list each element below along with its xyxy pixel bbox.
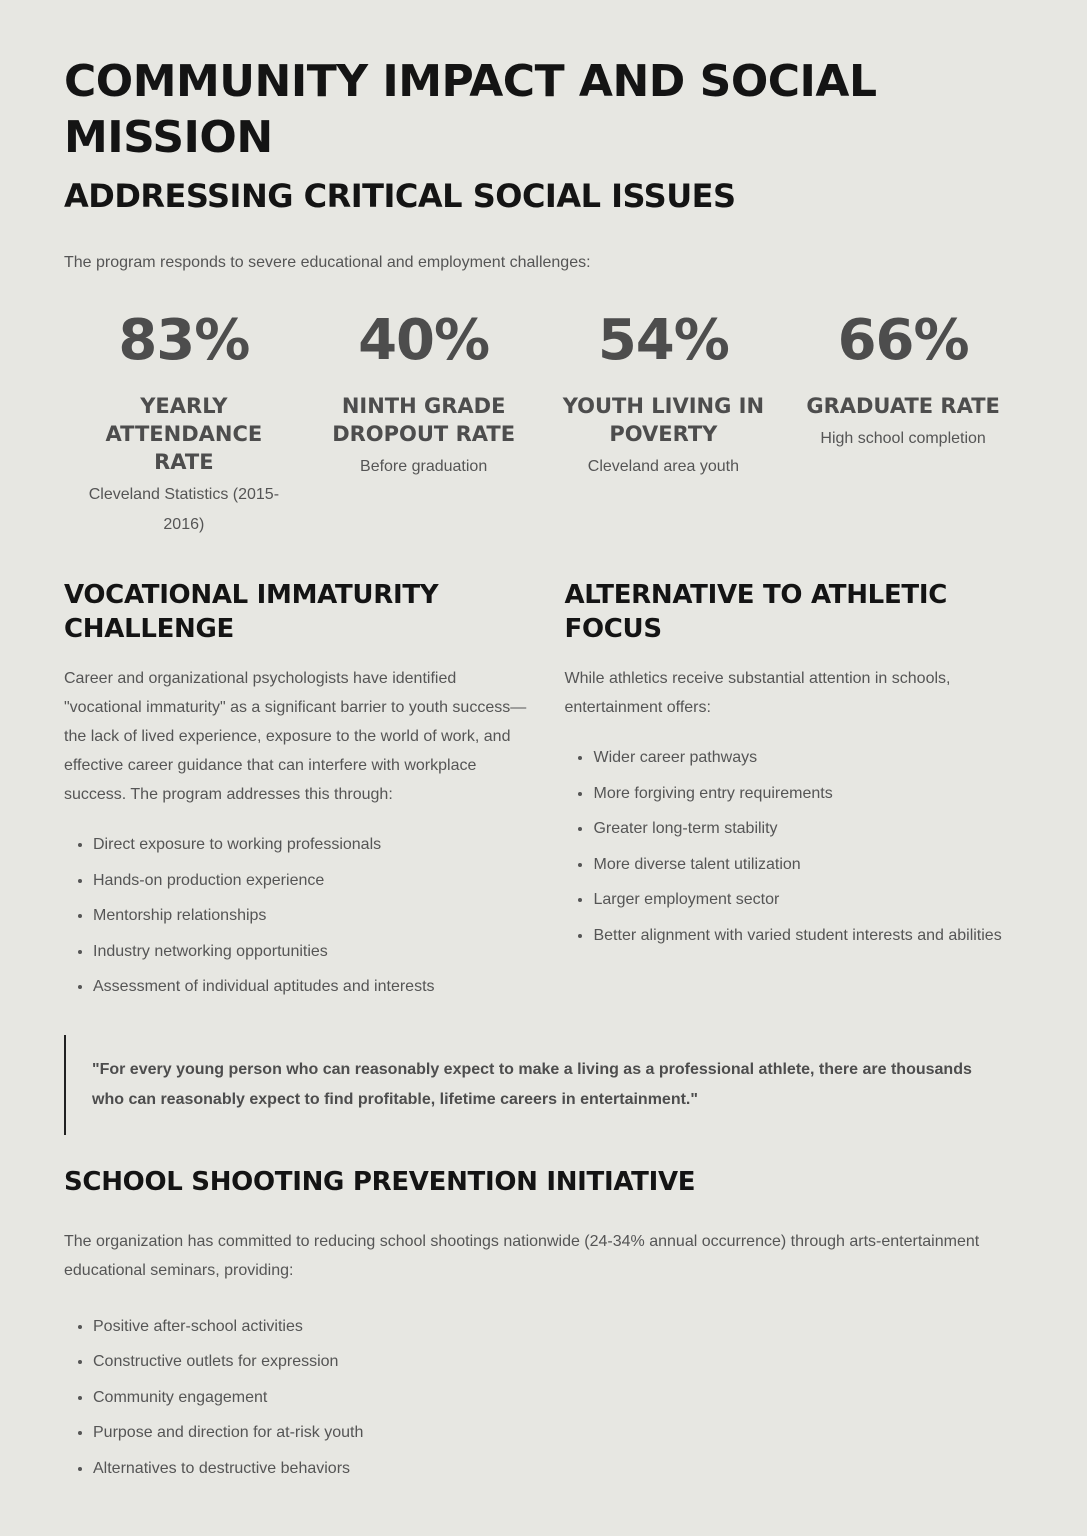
list-item: • More diverse talent utilization xyxy=(593,847,1023,883)
shooting-list xyxy=(64,1309,1023,1487)
list-item: • Industry networking opportunities xyxy=(93,934,532,970)
list-item: • Purpose and direction for at-risk youth xyxy=(93,1415,1023,1451)
list-item: • Larger employment sector xyxy=(593,882,1023,918)
vocational-list xyxy=(64,827,532,1005)
list-item: • Mentorship relationships xyxy=(93,898,532,934)
stat-label: NINTH GRADE DROPOUT RATE xyxy=(332,394,516,446)
stat-note: Cleveland Statistics (2015-2016) xyxy=(88,486,280,533)
list-item: • Better alignment with varied student interests and abilities xyxy=(593,918,1023,954)
list-item: • Greater long-term stability xyxy=(593,811,1023,847)
stat-note: Before graduation xyxy=(360,458,488,475)
stat-value: 83% xyxy=(118,308,250,373)
stat-label: GRADUATE RATE xyxy=(806,394,1000,418)
intro-text: The program responds to severe educational and employment challenges: xyxy=(64,254,591,271)
list-item: • Alternatives to destructive behaviors xyxy=(93,1451,1023,1487)
list-item: • Assessment of individual aptitudes and interests xyxy=(93,969,532,1005)
athletic-list xyxy=(564,740,1023,953)
stat-poverty xyxy=(544,306,784,540)
stat-dropout xyxy=(304,306,544,540)
list-item: • Hands-on production experience xyxy=(93,863,532,899)
stats-row xyxy=(64,306,1023,540)
stat-note: Cleveland area youth xyxy=(587,458,739,475)
list-item: • Direct exposure to working professionals xyxy=(93,827,532,863)
stat-graduate xyxy=(783,306,1023,540)
list-item: • Wider career pathways xyxy=(593,740,1023,776)
list-item: • More forgiving entry requirements xyxy=(593,776,1023,812)
stat-value: 40% xyxy=(358,308,490,373)
athletic-section xyxy=(564,578,1023,1005)
shooting-section xyxy=(64,1165,1023,1487)
pull-quote: "For every young person who can reasonably expect to make a living as a professional athlete, there are thousands who can reasonably expect to find profitable, lifetime careers in entertainment." xyxy=(64,1035,1023,1135)
stat-note: High school completion xyxy=(820,430,986,447)
vocational-section xyxy=(64,578,532,1005)
stat-value: 54% xyxy=(597,308,729,373)
athletic-heading: ALTERNATIVE TO ATHLETIC FOCUS xyxy=(564,580,948,644)
shooting-heading: SCHOOL SHOOTING PREVENTION INITIATIVE xyxy=(64,1166,696,1197)
page-subtitle: ADDRESSING CRITICAL SOCIAL ISSUES xyxy=(64,177,736,215)
two-column-section xyxy=(64,578,1023,1005)
page-title: COMMUNITY IMPACT AND SOCIAL MISSION xyxy=(64,56,877,163)
vocational-heading: VOCATIONAL IMMATURITY CHALLENGE xyxy=(64,580,439,644)
athletic-body: While athletics receive substantial attention in schools, entertainment offers: xyxy=(564,670,951,716)
stat-label: YEARLY ATTENDANCE RATE xyxy=(105,394,263,474)
stat-label: YOUTH LIVING IN POVERTY xyxy=(562,394,765,446)
shooting-body: The organization has committed to reducing school shootings nationwide (24-34% annual occurrence) through arts-entertainment educational seminars, providing: xyxy=(64,1232,980,1279)
vocational-body: Career and organizational psychologists have identified "vocational immaturity" as a significant barrier to youth success—the lack of lived experience, exposure to the world of work, and effective career guidance that can interfere with workplace success. The program addresses this through: xyxy=(64,670,527,803)
stat-value: 66% xyxy=(837,308,969,373)
list-item: • Constructive outlets for expression xyxy=(93,1344,1023,1380)
list-item: • Positive after-school activities xyxy=(93,1309,1023,1345)
stat-attendance xyxy=(64,306,304,540)
list-item: • Community engagement xyxy=(93,1380,1023,1416)
